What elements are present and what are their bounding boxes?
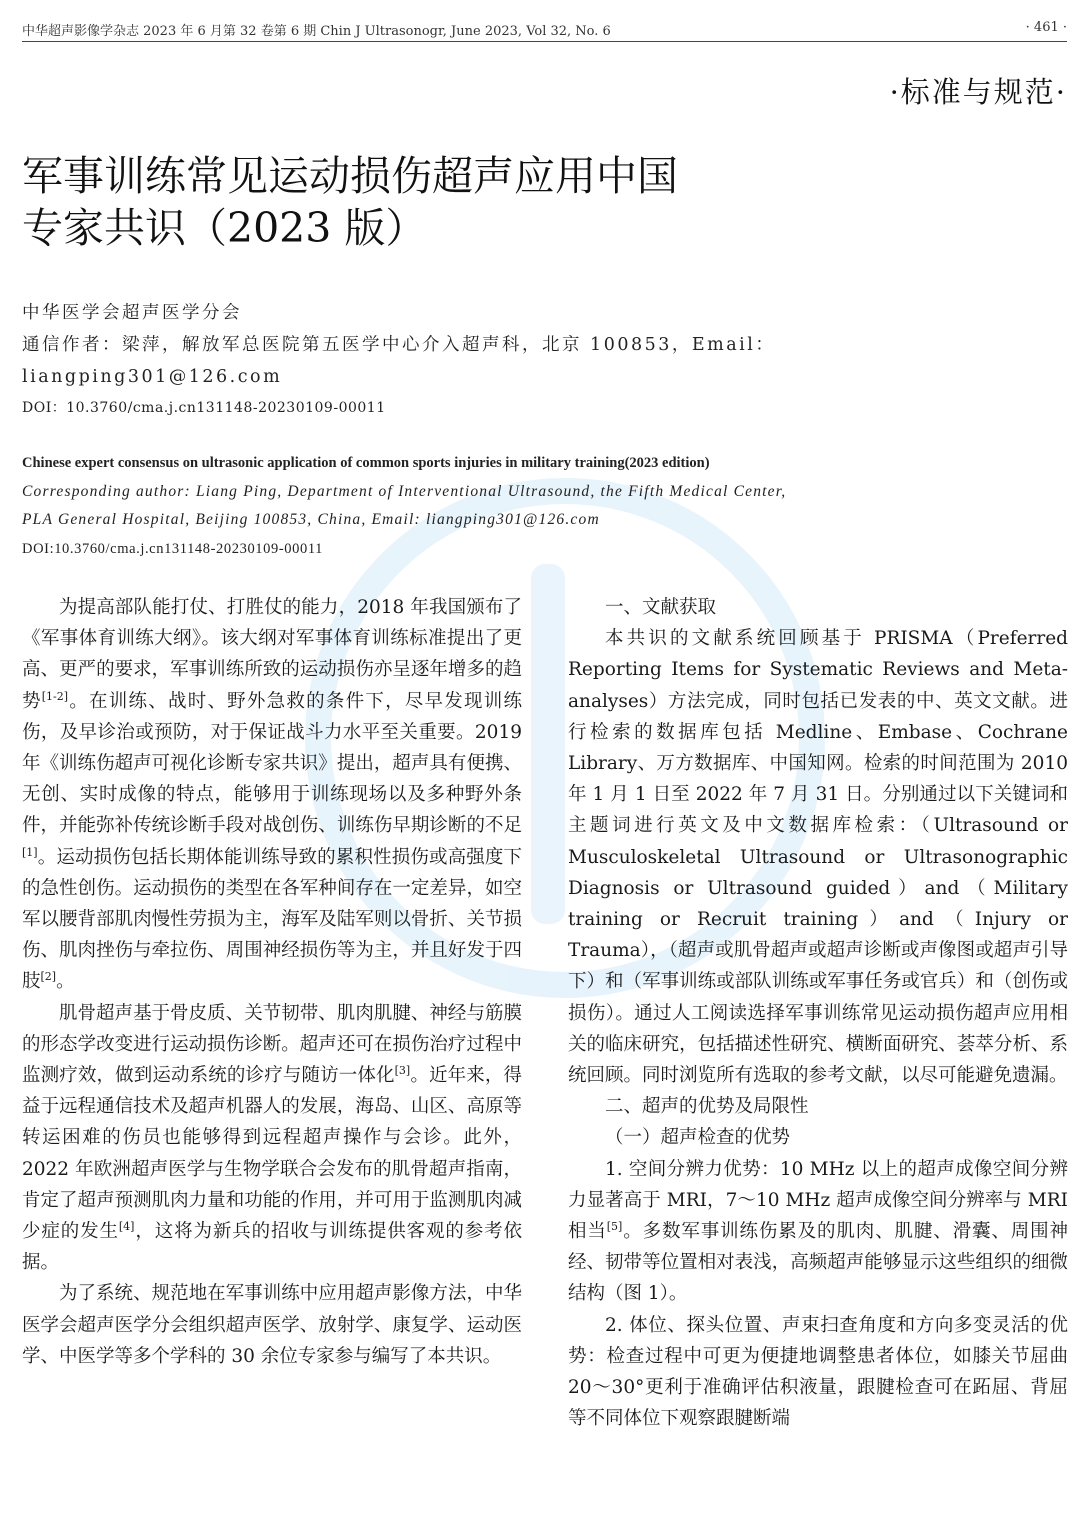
doi-en: DOI:10.3760/cma.j.cn131148-20230109-00011 xyxy=(22,541,323,557)
paragraph: 为了系统、规范地在军事训练中应用超声影像方法，中华医学会超声医学分会组织超声医学、放射学、康复学、运动医学、中医学等多个学科的 30 余位专家参与编写了本共识。 xyxy=(22,1283,522,1367)
text-run: 。 xyxy=(56,971,75,993)
running-head xyxy=(22,20,1067,42)
text-run: 。多数军事训练伤累及的肌肉、肌腱、滑囊、周围神经、韧带等位置相对表浅，高频超声能够显示这些组织的细微结构（图 1）。 xyxy=(568,1221,1068,1305)
paragraph: 2. 体位、探头位置、声束扫查角度和方向多变灵活的优势：检查过程中可更为便捷地调整患者体位，如膝关节屈曲 20～30°更利于准确评估积液量，跟腱检查可在跖屈、背屈等不同体位下观察跟腱断端 xyxy=(568,1314,1068,1430)
english-title: Chinese expert consensus on ultrasonic application of common sports injuries in military training(2023 edition) xyxy=(22,455,710,471)
paragraph xyxy=(22,998,522,1279)
chinese-metadata xyxy=(22,297,1067,423)
header-rule xyxy=(22,41,1067,42)
text-run: 。在训练、战时、野外急救的条件下，尽早发现训练伤，及早诊治或预防，对于保证战斗力水平至关重要。2019 年《训练伤超声可视化诊断专家共识》提出，超声具有便携、无创、实时成像的特点，能够用于训练现场以及多种野外条件，并能弥补传统诊断手段对战创伤、训练伤早期诊断的不足 xyxy=(22,690,522,837)
citation[interactable]: [3] xyxy=(394,1063,411,1077)
article-title xyxy=(22,150,922,254)
citation[interactable]: [1] xyxy=(22,845,38,859)
corresponding-author-en-1: Corresponding author: Liang Ping, Department of Interventional Ultrasound, the Fifth Medical Center, xyxy=(22,483,787,500)
paragraph xyxy=(568,1154,1068,1310)
title-line-1: 军事训练常见运动损伤超声应用中国 xyxy=(22,152,678,200)
corresponding-author-en-2: PLA General Hospital, Beijing 100853, China, Email: liangping301@126.com xyxy=(22,511,600,528)
section-heading-2: 二、超声的优势及局限性 xyxy=(605,1096,809,1118)
text-run: 为提高部队能打仗、打胜仗的能力，2018 年我国颁布了《军事体育训练大纲》。该大纲对军事体育训练标准提出了更高、更严的要求，军事训练所致的运动损伤亦呈逐年增多的趋势 xyxy=(22,597,522,712)
title-line-2: 专家共识（2023 版） xyxy=(22,204,427,252)
paragraph: 本共识的文献系统回顾基于 PRISMA（Preferred Reporting Items for Systematic Reviews and Meta-analyses）方法完成，同时包括已发表的中、英文文献。进行检索的数据库包括 Medline、Embase、Cochrane Library、万方数据库、中国知网。检索的时间范围为 2010 年 1 月 1 日至 2022 年 7 月 31 日。分别通过以下关键词和主题词进行英文及中文数据库检索：（Ultrasound or Musculoskeletal Ultrasound or Ultrasonographic Diagnosis or Ultrasound guided）and（Military training or Recruit training）and（Injury or Trauma），（超声或肌骨超声或超声诊断或声像图或超声引导下）和（军事训练或部队训练或军事任务或官兵）和（创伤或损伤）。通过人工阅读选择军事训练常见运动损伤超声应用相关的临床研究，包括描述性研究、横断面研究、荟萃分析、系统回顾。同时浏览所有选取的参考文献，以尽可能避免遗漏。 xyxy=(568,628,1068,1087)
column-label: ·标准与规范· xyxy=(889,75,1067,109)
citation[interactable]: [5] xyxy=(606,1219,623,1233)
text-run: 肌骨超声基于骨皮质、关节韧带、肌肉肌腱、神经与筋膜的形态学改变进行运动损伤诊断。超声还可在损伤治疗过程中监测疗效，做到运动系统的诊疗与随访一体化 xyxy=(22,1002,522,1087)
text-run: 。近年来，得益于远程通信技术及超声机器人的发展，海岛、山区、高原等转运困难的伤员也能够得到远程超声操作与会诊。此外，2022 年欧洲超声医学与生物学联合会发布的肌骨超声指南，肯定了超声预测肌肉力量和功能的作用，并可用于监测肌肉减少症的发生 xyxy=(22,1065,522,1243)
citation[interactable]: [2] xyxy=(40,970,57,984)
paragraph xyxy=(22,592,522,998)
text-run: 。运动损伤包括长期体能训练导致的累积性损伤或高强度下的急性创伤。运动损伤的类型在各军种间存在一定差异，如空军以腰背部肌肉慢性劳损为主，海军及陆军则以骨折、关节损伤、肌肉挫伤与牵拉伤、周围神经损伤等为主，并且好发于四肢 xyxy=(22,846,522,993)
author-organization: 中华医学会超声医学分会 xyxy=(22,303,242,323)
subsection-heading-1: （一）超声检查的优势 xyxy=(605,1127,791,1149)
citation[interactable]: [4] xyxy=(118,1219,135,1233)
text-run: 1. 空间分辨力优势：10 MHz 以上的超声成像空间分辨力显著高于 MRI，7～10 MHz 超声成像空间分辨率与 MRI 相当 xyxy=(568,1158,1068,1243)
citation[interactable]: [1-2] xyxy=(41,689,69,703)
corresponding-author-cn: 通信作者：梁萍，解放军总医院第五医学中心介入超声科，北京 100853，Email： xyxy=(22,335,776,355)
email-link[interactable]: liangping301@126.com xyxy=(22,367,283,387)
doi-cn: DOI：10.3760/cma.j.cn131148-20230109-00011 xyxy=(22,400,386,416)
running-head-journal: 中华超声影像学杂志 2023 年 6 月第 32 卷第 6 期 Chin J Ultrasonogr, June 2023, Vol 32, No. 6 xyxy=(22,24,611,39)
english-metadata xyxy=(22,448,1067,564)
body-left-column xyxy=(22,592,522,1372)
section-heading-1: 一、文献获取 xyxy=(605,597,717,618)
text-run: ，这将为新兵的招收与训练提供客观的参考依据。 xyxy=(22,1221,522,1274)
body-right-column xyxy=(568,592,1068,1434)
page-number: · 461 · xyxy=(1025,20,1067,35)
